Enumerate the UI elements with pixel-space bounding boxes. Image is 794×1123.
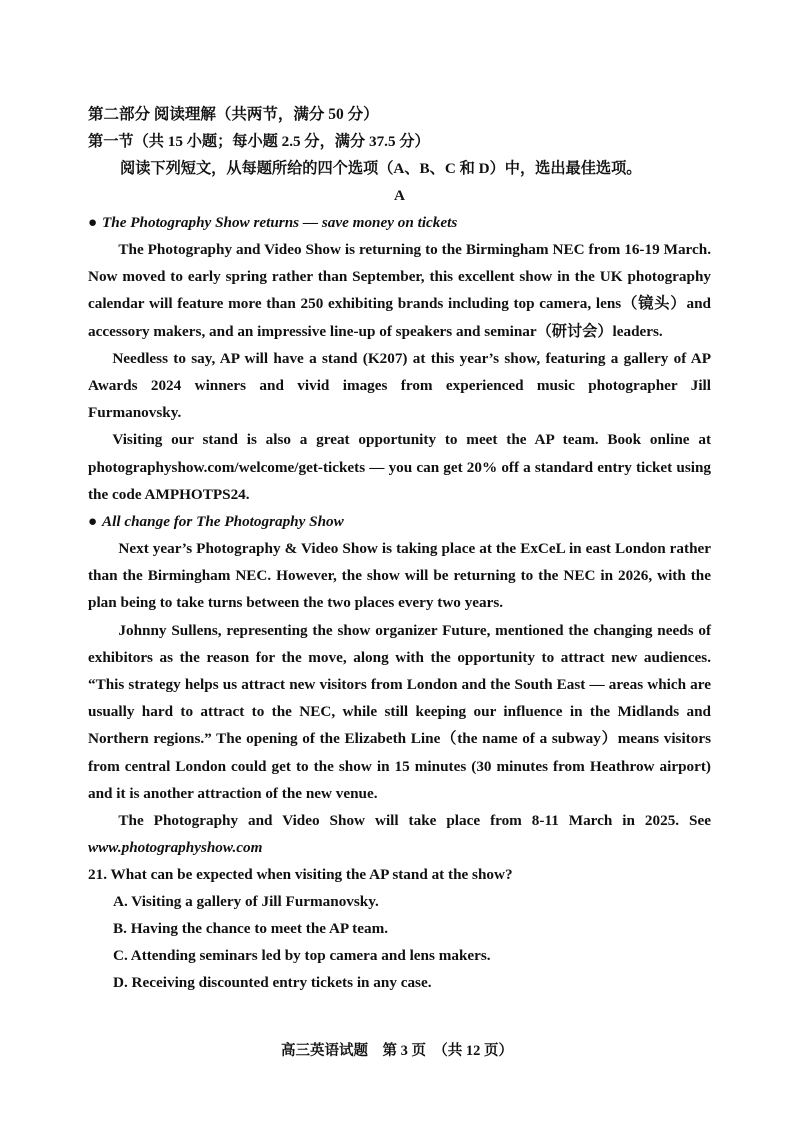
option-c: C. Attending seminars led by top camera and lens makers. [113, 947, 491, 965]
bullet-icon: ● [88, 214, 98, 231]
bullet-heading-1 [88, 209, 711, 236]
paragraph-6 [88, 807, 711, 861]
bullet-heading-2-text: All change for The Photography Show [102, 513, 344, 531]
paragraph-4: Next year’s Photography & Video Show is taking place at the ExCeL in east London rather than the Birmingham NEC. However, the show will be returning to the NEC in 2026, with the plan being to take turns between the two places every two years. [88, 540, 711, 612]
paragraph-5: Johnny Sullens, representing the show organizer Future, mentioned the changing needs of exhibitors as the reason for the move, along with the opportunity to attract new audiences. “This strategy helps us attract new visitors from London and the South East — areas which are usually hard to attract to the NEC, while still keeping our influence in the Midlands and Northern regions.” The opening of the Elizabeth Line（the name of a subway）means visitors from central London could get to the show in 15 minutes (30 minutes from Heathrow airport) and it is another attraction of the new venue. [88, 621, 711, 802]
bullet-icon: ● [88, 513, 98, 531]
bullet-heading-1-text: The Photography Show returns — save money on tickets [102, 214, 458, 231]
page-footer: 高三英语试题 第 3 页 （共 12 页） [281, 1043, 513, 1059]
paragraph-2: Needless to say, AP will have a stand (K207) at this year’s show, featuring a gallery of AP Awards 2024 winners and vivid images from experienced music photographer Jill Furmanovsky. [88, 349, 711, 422]
paragraph-6-text: The Photography and Video Show will take place from 8-11 March in 2025. See [118, 812, 711, 830]
website-link: www.photographyshow.com [88, 839, 263, 857]
option-a: A. Visiting a gallery of Jill Furmanovsky. [113, 893, 379, 911]
option-b: B. Having the chance to meet the AP team. [113, 920, 389, 938]
subsection-title: 第一节（共 15 小题；每小题 2.5 分，满分 37.5 分） [88, 133, 430, 150]
bullet-heading-2 [88, 508, 711, 535]
option-d: D. Receiving discounted entry tickets in any case. [113, 974, 432, 992]
exam-page [88, 101, 711, 996]
passage-label: A [394, 187, 405, 204]
instruction-text: 阅读下列短文，从每题所给的四个选项（A、B、C 和 D）中，选出最佳选项。 [120, 160, 642, 177]
paragraph-3: Visiting our stand is also a great opportunity to meet the AP team. Book online at photographyshow.com/welcome/get-tickets — you can get 20% off a standard entry ticket using the code AMPHOTPS24. [88, 431, 711, 503]
question-stem: 21. What can be expected when visiting the AP stand at the show? [88, 866, 513, 884]
section-title: 第二部分 阅读理解（共两节，满分 50 分） [88, 106, 379, 123]
paragraph-1: The Photography and Video Show is returning to the Birmingham NEC from 16-19 March. Now moved to early spring rather than September, this excellent show in the UK photography calendar will feature more than 250 exhibiting brands including top camera, lens（镜头）and accessory makers, and an impressive line-up of speakers and seminar（研讨会）leaders. [88, 241, 711, 340]
